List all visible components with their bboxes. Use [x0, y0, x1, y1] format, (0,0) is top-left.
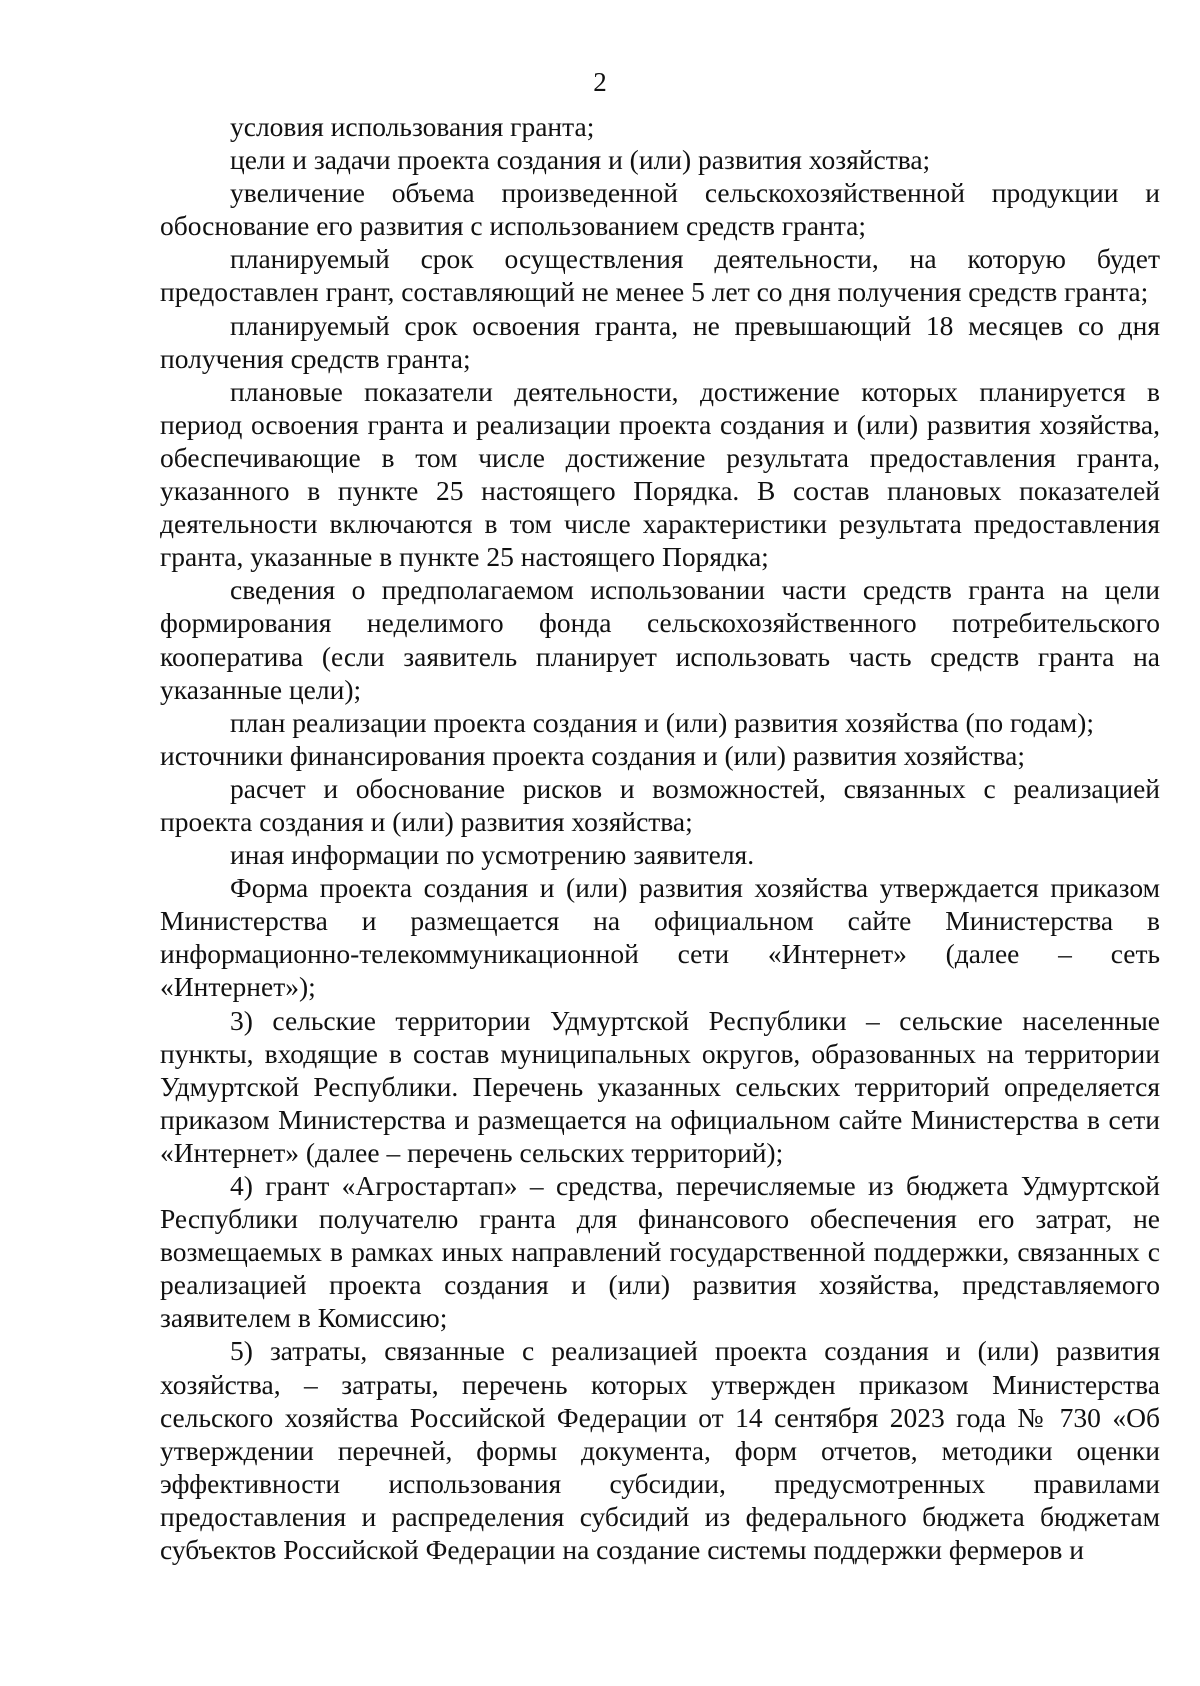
- paragraph-cooperative-fund: сведения о предполагаемом использовании части средств гранта на цели формирования неделимого фонда сельскохозяйственного потребительского кооператива (если заявитель планирует использовать часть средств гранта на указанные цели);: [160, 574, 1160, 705]
- document-body: [160, 110, 1160, 1566]
- paragraph-production-increase: увеличение объема произведенной сельскохозяйственной продукции и обоснование его развития с использованием средств гранта;: [160, 177, 1160, 242]
- paragraph-project-costs: 5) затраты, связанные с реализацией проекта создания и (или) развития хозяйства, – затраты, перечень которых утвержден приказом Министерства сельского хозяйства Российской Федерации от 14 сентября 2023 года № 730 «Об утверждении перечней, формы документа, форм отчетов, методики оценки эффективности использования субсидии, предусмотренных правилами предоставления и распределения субсидий из федерального бюджета бюджетам субъектов Российской Федерации на создание системы поддержки фермеров и: [160, 1335, 1160, 1566]
- paragraph-grant-development-period: планируемый срок освоения гранта, не превышающий 18 месяцев со дня получения средств гранта;: [160, 309, 1160, 374]
- paragraph-project-goals: цели и задачи проекта создания и (или) развития хозяйства;: [230, 144, 931, 176]
- page-number: 2: [593, 67, 607, 97]
- paragraph-funding-sources: источники финансирования проекта создания и (или) развития хозяйства;: [160, 739, 1025, 771]
- paragraph-implementation-plan: план реализации проекта создания и (или) развития хозяйства (по годам);: [230, 706, 1094, 738]
- paragraph-grant-usage-conditions: условия использования гранта;: [230, 111, 595, 142]
- paragraph-planned-indicators: плановые показатели деятельности, достижение которых планируется в период освоения гранта и реализации проекта создания и (или) развития хозяйства, обеспечивающие в том числе достижение результата предоставления гранта, указанного в пункте 25 настоящего Порядка. В состав плановых показателей деятельности включаются в том числе характеристики результата предоставления гранта, указанные в пункте 25 настоящего Порядка;: [160, 375, 1160, 573]
- paragraph-activity-period: планируемый срок осуществления деятельности, на которую будет предоставлен грант, составляющий не менее 5 лет со дня получения средств гранта;: [160, 243, 1160, 308]
- paragraph-other-info: иная информации по усмотрению заявителя.: [230, 839, 755, 871]
- paragraph-risk-assessment: расчет и обоснование рисков и возможностей, связанных с реализацией проекта создания и (или) развития хозяйства;: [160, 772, 1160, 837]
- paragraph-rural-territories: 3) сельские территории Удмуртской Республики – сельские населенные пункты, входящие в состав муниципальных округов, образованных на территории Удмуртской Республики. Перечень указанных сельских территорий определяется приказом Министерства и размещается на официальном сайте Министерства в сети «Интернет» (далее – перечень сельских территорий);: [160, 1004, 1160, 1168]
- paragraph-project-form: Форма проекта создания и (или) развития хозяйства утверждается приказом Министерства и размещается на официальном сайте Министерства в информационно-телекоммуникационной сети «Интернет» (далее – сеть «Интернет»);: [160, 872, 1160, 1003]
- paragraph-agrostartup-grant: 4) грант «Агростартап» – средства, перечисляемые из бюджета Удмуртской Республики получателю гранта для финансового обеспечения его затрат, не возмещаемых в рамках иных направлений государственной поддержки, связанных с реализацией проекта создания и (или) развития хозяйства, представляемого заявителем в Комиссию;: [160, 1170, 1160, 1334]
